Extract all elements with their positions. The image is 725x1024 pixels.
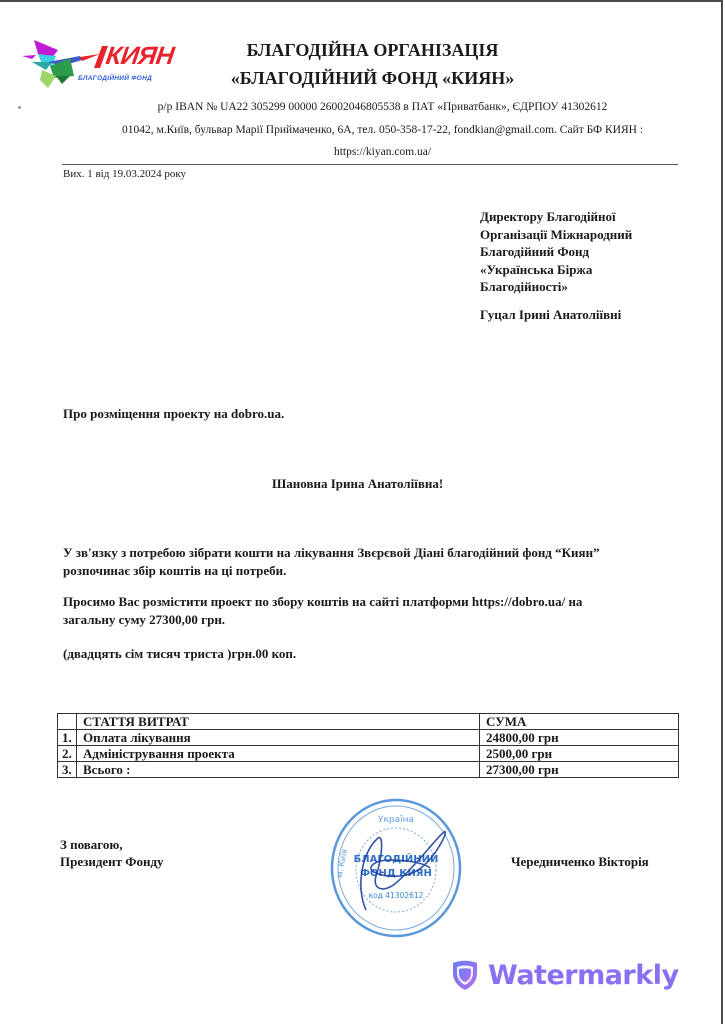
header-num-cell <box>58 714 77 730</box>
watermark-text: Watermarkly <box>488 959 679 991</box>
contact-address: 01042, м.Київ, бульвар Марії Приймаченко, 6А, тел. 050-358-17-22, fondkian@gmail.com. Сайт БФ КИЯН : <box>121 124 644 136</box>
addressee-line: «Українська Біржа <box>480 261 593 277</box>
letter-subject: Про розміщення проекту на dobro.ua. <box>63 406 285 421</box>
addressee-name: Гуцал Ірині Анатоліївні <box>480 307 622 322</box>
body-paragraph-2 <box>63 593 693 629</box>
org-type-heading: БЛАГОДІЙНА ОРГАНІЗАЦІЯ <box>246 40 499 60</box>
row-num: 2. <box>58 746 77 762</box>
addressee-line: Благодійний Фонд <box>480 244 590 259</box>
addressee-line: Благодійності» <box>480 279 568 294</box>
amount-in-words: (двадцять сім тисяч триста )грн.00 коп. <box>63 646 297 661</box>
row-num: 3. <box>58 762 77 778</box>
table-header-row <box>58 714 679 730</box>
official-stamp <box>326 798 466 938</box>
body-line: У зв'язку з потребою зібрати кошти на лікування Звєрєвой Діані благодійний фонд “Киян” <box>63 545 600 560</box>
row-sum: 27300,00 грн <box>480 762 679 778</box>
row-sum: 24800,00 грн <box>480 730 679 746</box>
row-sum: 2500,00 грн <box>480 746 679 762</box>
stamp-seal-icon <box>326 798 466 938</box>
closing-line: З повагою, <box>60 837 123 852</box>
body-paragraph-1 <box>63 544 693 580</box>
logo-wordmark: КИЯН <box>104 42 176 70</box>
body-line: Просимо Вас розмістити проект по збору коштів на сайті платформи https://dobro.ua/ на <box>63 594 583 609</box>
header-sum-cell: СУМА <box>480 714 679 730</box>
row-item: Всього : <box>77 762 480 778</box>
closing-title: Президент Фонду <box>60 854 164 869</box>
table-row <box>58 730 679 746</box>
watermark <box>450 957 679 993</box>
header-divider <box>62 164 678 165</box>
row-item: Адміністрування проекта <box>77 746 480 762</box>
body-line: загальну суму 27300,00 грн. <box>63 612 226 627</box>
svg-text:код 41302612: код 41302612 <box>368 891 424 900</box>
body-line: розпочинає збір коштів на ці потреби. <box>63 563 287 578</box>
closing-block <box>60 836 164 870</box>
outgoing-number: Вих. 1 від 19.03.2024 року <box>63 168 187 180</box>
row-num: 1. <box>58 730 77 746</box>
row-item: Оплата лікування <box>77 730 480 746</box>
letter-greeting: Шановна Ірина Анатоліївна! <box>272 476 444 491</box>
org-name-heading: «БЛАГОДІЙНИЙ ФОНД «КИЯН» <box>230 68 515 88</box>
shield-icon <box>450 958 480 992</box>
table-row <box>58 746 679 762</box>
table-row <box>58 762 679 778</box>
svg-text:ФОНД КИЯН: ФОНД КИЯН <box>360 868 432 879</box>
svg-text:м. Київ: м. Київ <box>335 848 349 879</box>
bank-details: р/р IBAN № UA22 305299 00000 26002046805538 в ПАТ «Приватбанк», ЄДРПОУ 41302612 <box>157 101 608 113</box>
addressee-block <box>480 208 632 296</box>
addressee-line: Директору Благодійної <box>480 209 616 224</box>
svg-text:Україна: Україна <box>377 815 415 825</box>
logo-subtitle: БЛАГОДІЙНИЙ ФОНД <box>78 75 153 82</box>
signer-name: Чередниченко Вікторія <box>511 854 649 869</box>
website-link[interactable]: https://kiyan.com.ua/ <box>333 146 432 158</box>
addressee-line: Організації Міжнародний <box>480 226 633 242</box>
header-item-cell: СТАТТЯ ВИТРАТ <box>77 714 480 730</box>
expense-table <box>57 713 679 778</box>
svg-text:БЛАГОДІЙНИЙ: БЛАГОДІЙНИЙ <box>353 854 439 865</box>
